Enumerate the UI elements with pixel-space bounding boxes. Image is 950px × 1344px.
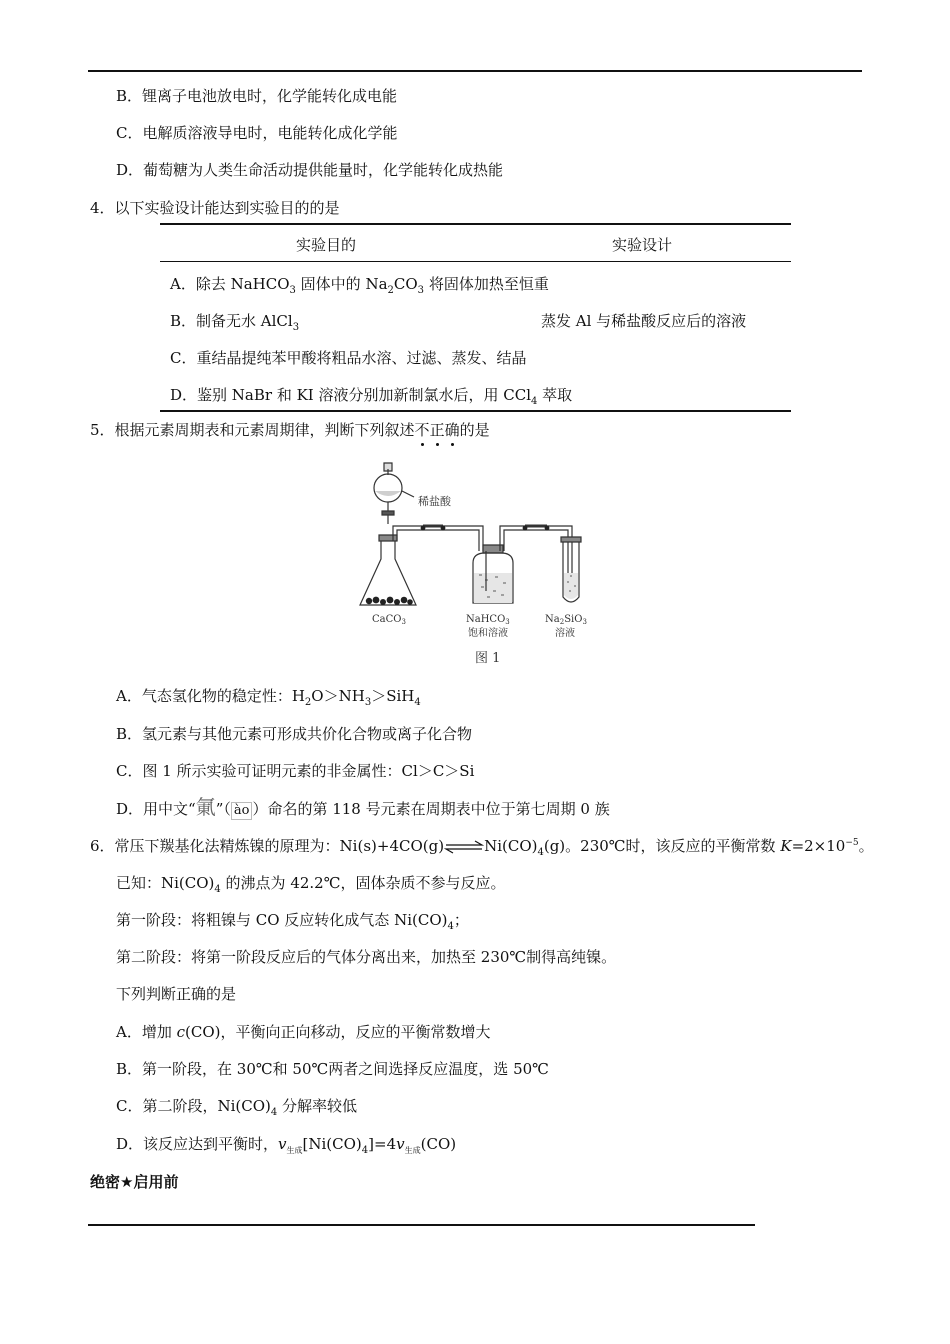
q3-option-c: C．电解质溶液导电时，电能转化成化学能 bbox=[116, 124, 398, 142]
figure-label-nahco3: NaHCO$_3$ bbox=[466, 614, 510, 626]
q4-row-a: A．除去 NaHCO$_3$ 固体中的 $Na_2CO_3$ 将固体加热至恒重 bbox=[170, 275, 549, 296]
element-118-glyph: 氭 bbox=[195, 795, 216, 819]
emphasis-char: 确 bbox=[445, 421, 460, 439]
q5-option-a: A．气态氢化物的稳定性：$H_2O>NH_3>SiH_4$ bbox=[116, 687, 421, 708]
q3-option-d: D．葡萄糖为人类生命活动提供能量时，化学能转化成热能 bbox=[116, 161, 504, 179]
q4-row-b-purpose: B．制备无水 AlCl$_3$ bbox=[170, 312, 300, 333]
q5-option-c: C．图 1 所示实验可证明元素的非金属性：Cl＞C＞Si bbox=[116, 762, 475, 780]
q6-option-d: D．该反应达到平衡时，$v_{生成}[Ni(CO)_4]=4v_{生成}(CO)$ bbox=[116, 1135, 457, 1156]
figure-caption: 图 1 bbox=[475, 651, 501, 666]
q5-stem: 5．根据元素周期表和元素周期律，判断下列叙述不 正 确 的是 bbox=[90, 420, 490, 440]
q4-header-design: 实验设计 bbox=[612, 236, 673, 254]
figure-label-caco3: CaCO$_3$ bbox=[372, 614, 406, 626]
q5-option-b: B．氢元素与其他元素可形成共价化合物或离子化合物 bbox=[116, 725, 473, 743]
q6-option-a: A．增加 c(CO)，平衡向正向移动，反应的平衡常数增大 bbox=[116, 1023, 491, 1041]
q6-option-b: B．第一阶段，在 30℃和 50℃两者之间选择反应温度，选 50℃ bbox=[116, 1060, 549, 1078]
q4-row-d: D．鉴别 NaBr 和 KI 溶液分别加新制氯水后，用 CCl$_4$ 萃取 bbox=[170, 386, 573, 407]
emphasis-char: 不 bbox=[415, 421, 430, 439]
q4-table-header-rule bbox=[160, 261, 791, 262]
q6-option-c: C．第二阶段，$Ni(CO)_4$ 分解率较低 bbox=[116, 1097, 358, 1118]
q4-table-top-rule bbox=[160, 223, 791, 225]
q5-option-d: D．用中文“氭”（ ào ）命名的第 118 号元素在周期表中位于第七周期 0 族 bbox=[116, 795, 610, 819]
q4-header-purpose: 实验目的 bbox=[296, 236, 357, 254]
q6-stage-2: 第二阶段：将第一阶段反应后的气体分离出来，加热至 230℃制得高纯镍。 bbox=[116, 948, 617, 966]
emphasis-char: 正 bbox=[430, 421, 445, 439]
figure-label-na2sio3: $Na_2SiO_3$ bbox=[545, 614, 587, 626]
top-rule bbox=[88, 70, 862, 72]
figure-1-apparatus bbox=[355, 455, 595, 670]
figure-label-hcl: 稀盐酸 bbox=[418, 495, 451, 508]
bottom-rule bbox=[88, 1224, 755, 1226]
q3-option-b: B．锂离子电池放电时，化学能转化成电能 bbox=[116, 87, 398, 105]
pinyin-box: ào bbox=[231, 802, 253, 820]
secret-label: 绝密★启用前 bbox=[90, 1173, 179, 1191]
q6-known: 已知：$Ni(CO)_4$ 的沸点为 42.2℃，固体杂质不参与反应。 bbox=[116, 874, 506, 895]
q4-stem: 4．以下实验设计能达到实验目的的是 bbox=[90, 199, 340, 217]
q6-stem: 6．常压下羰基化法精炼镍的原理为：Ni(s)+4CO(g) $Ni(CO)_4(g)$。230℃时，该反应的平衡常数 $K=2\times 10^{-5}$。 bbox=[90, 837, 874, 858]
equilibrium-arrow-icon bbox=[444, 840, 484, 854]
figure-label-saturated: 饱和溶液 bbox=[468, 628, 508, 639]
q6-ask: 下列判断正确的是 bbox=[116, 985, 237, 1003]
figure-label-solution: 溶液 bbox=[555, 628, 575, 639]
q6-stage-1: 第一阶段：将粗镍与 CO 反应转化成气态 $Ni(CO)_4$； bbox=[116, 911, 469, 932]
q4-row-c: C．重结晶提纯苯甲酸将粗品水溶、过滤、蒸发、结晶 bbox=[170, 349, 527, 367]
q4-row-b-design: 蒸发 Al 与稀盐酸反应后的溶液 bbox=[541, 312, 747, 330]
q4-table-bottom-rule bbox=[160, 410, 791, 412]
